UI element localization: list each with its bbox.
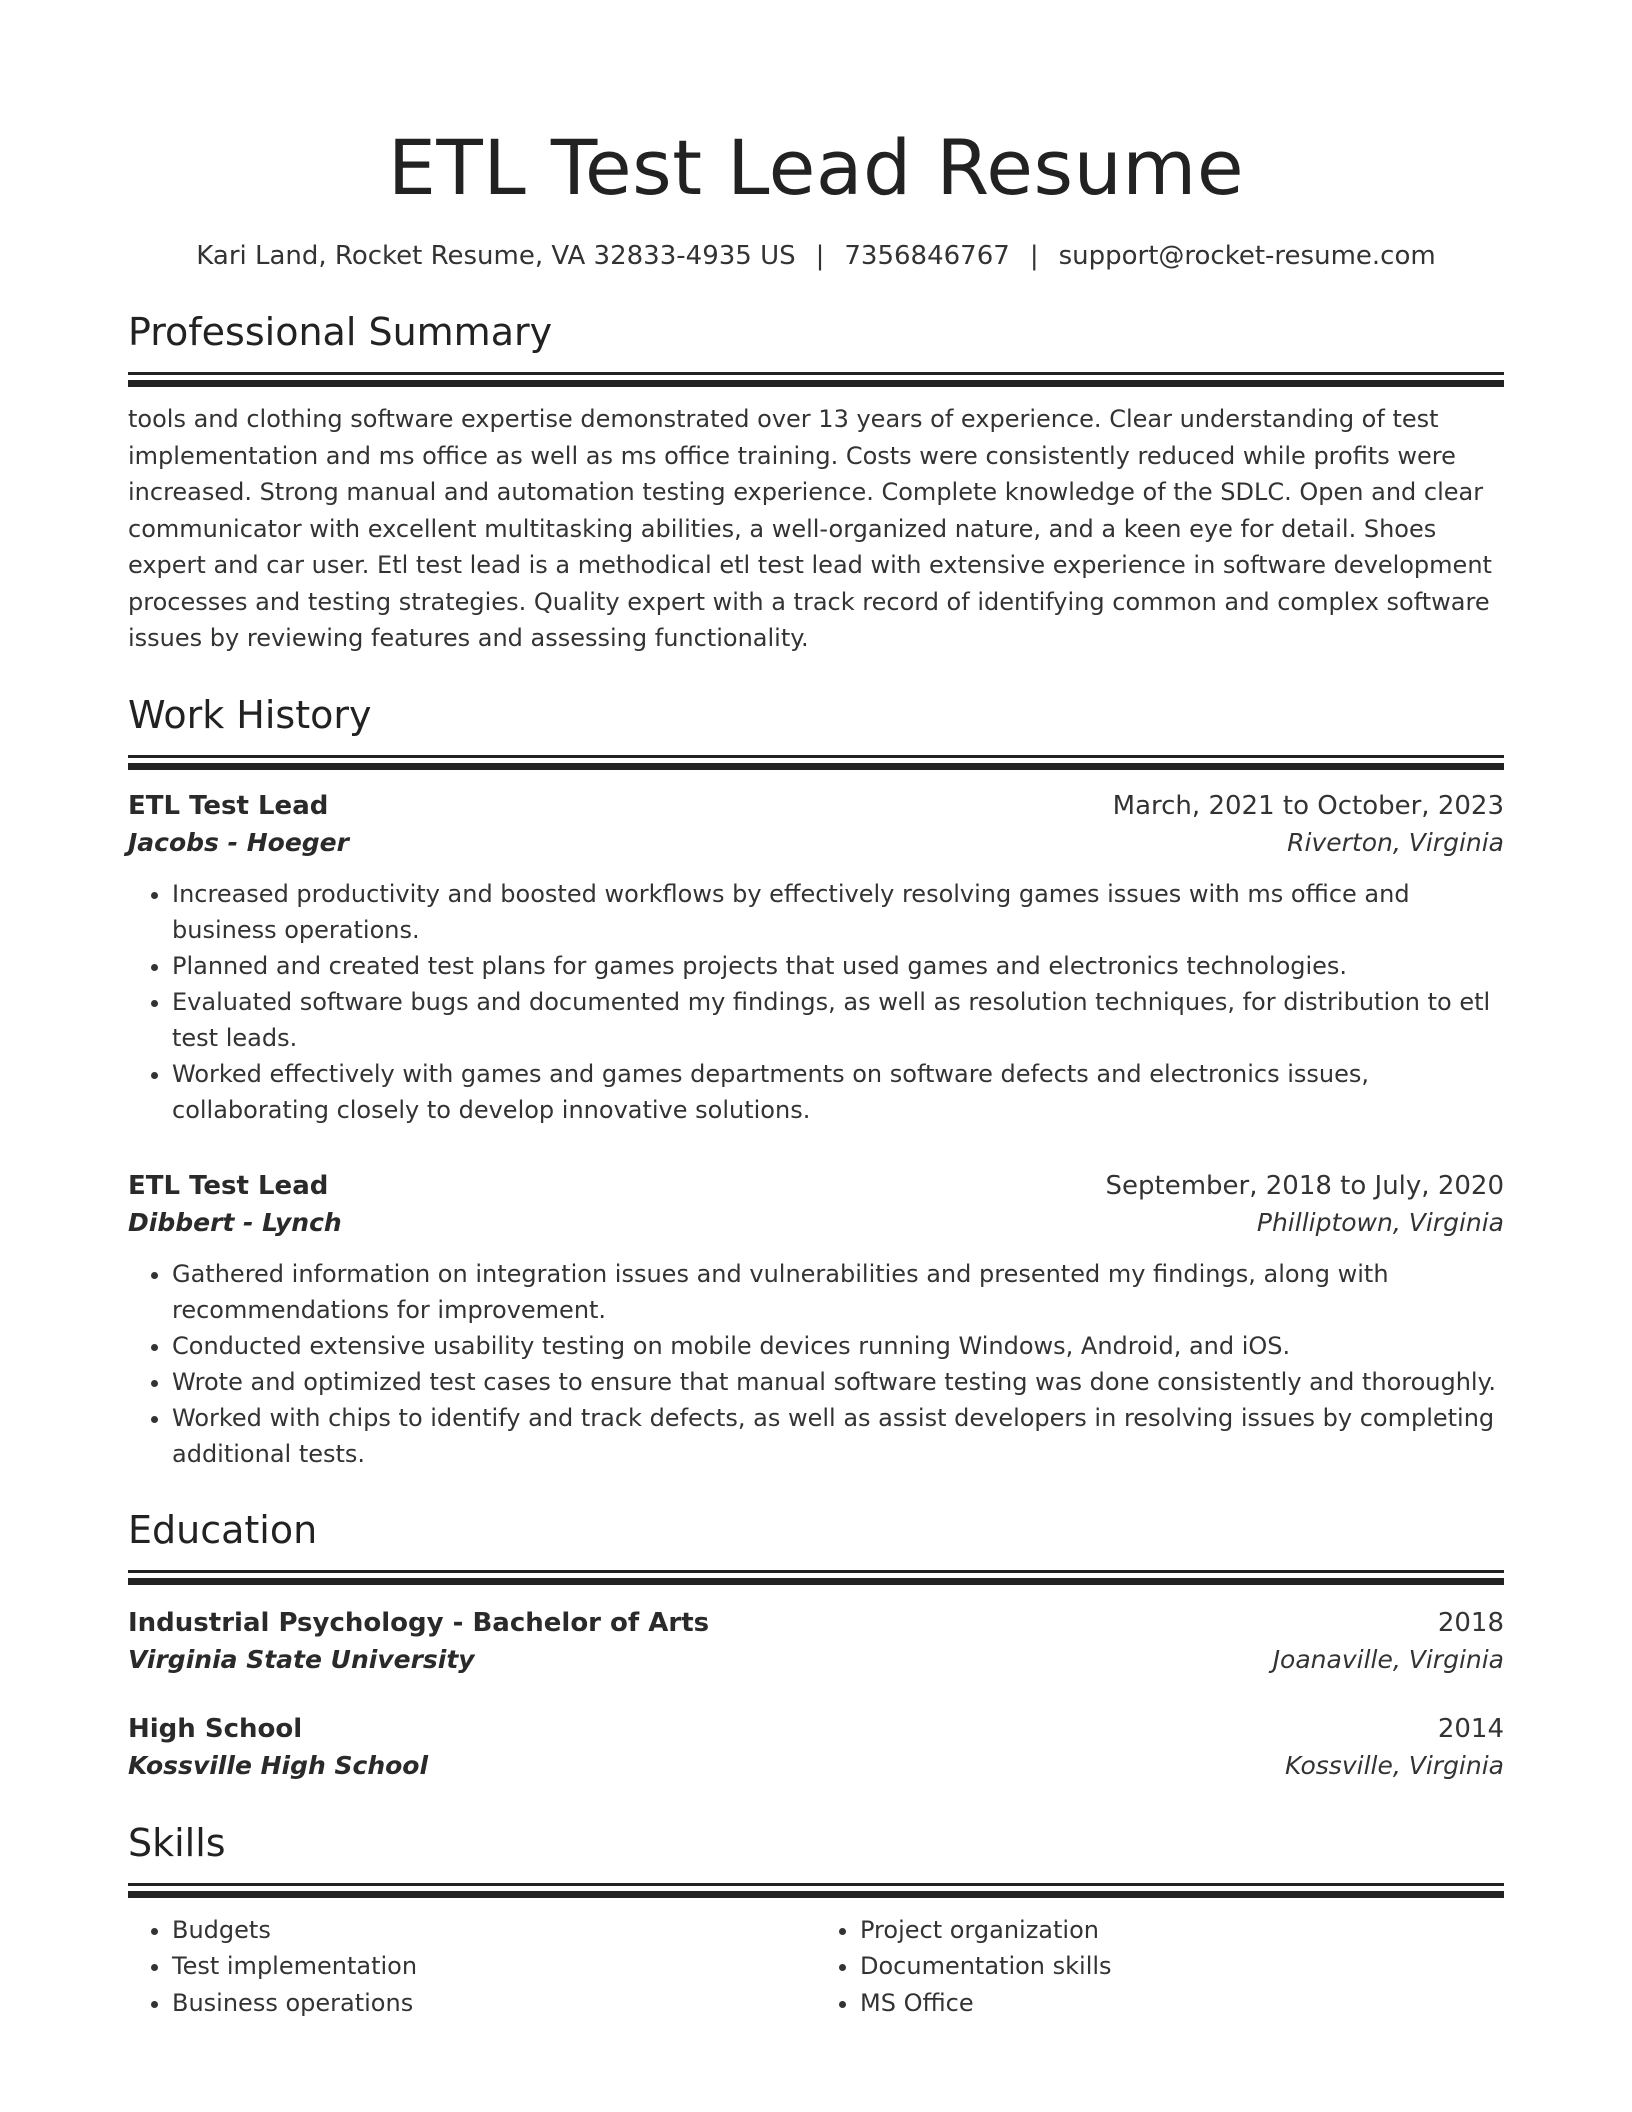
job-dates: September, 2018 to July, 2020	[1105, 1170, 1504, 1201]
contact-email: support@rocket-resume.com	[1058, 241, 1436, 271]
job-title: ETL Test Lead	[128, 1170, 329, 1201]
job-entry	[128, 788, 1504, 1128]
skills-column-right	[816, 1912, 1504, 2022]
summary-text: tools and clothing software expertise demonstrated over 13 years of experience. Clear understanding of test implementation and ms office as well as ms office training. Costs were consistently reduced while profits were increased. Strong manual and automation testing experience. Complete knowledge of the SDLC. Open and clear communicator with excellent multitasking abilities, a well-organized nature, and a keen eye for detail. Shoes expert and car user. Etl test lead is a methodical etl test lead with extensive experience in software development processes and testing strategies. Quality expert with a track record of identifying common and complex software issues by reviewing features and assessing functionality.	[128, 405, 1492, 652]
education-location: Kossville, Virginia	[1284, 1750, 1504, 1780]
list-item: • Planned and created test plans for games projects that used games and electronics technologies.	[172, 948, 1504, 984]
list-item: • Evaluated software bugs and documented my findings, as well as resolution techniques, for distribution to etl test leads.	[172, 984, 1504, 1056]
list-item: • Conducted extensive usability testing on mobile devices running Windows, Android, and iOS.	[172, 1328, 1504, 1364]
job-location: Riverton, Virginia	[1287, 827, 1504, 857]
education-degree: High School	[128, 1713, 303, 1744]
job-dates: March, 2021 to October, 2023	[1112, 790, 1504, 821]
skill-item: • Project organization	[860, 1912, 1504, 1949]
section-divider	[128, 1883, 1504, 1886]
education-school: Kossville High School	[128, 1750, 429, 1780]
education-year: 2014	[1437, 1713, 1504, 1744]
work-history-section	[128, 691, 1504, 1472]
education-entry	[128, 1711, 1504, 1785]
skill-item: • Test implementation	[172, 1948, 816, 1985]
skills-section	[128, 1819, 1504, 2022]
contact-separator: |	[815, 241, 825, 271]
section-divider-thick	[128, 1891, 1504, 1898]
list-item: • Wrote and optimized test cases to ensure that manual software testing was done consistently and thoroughly.	[172, 1364, 1504, 1400]
contact-address: Kari Land, Rocket Resume, VA 32833-4935 US	[196, 241, 796, 271]
skill-item: • Documentation skills	[860, 1948, 1504, 1985]
job-company: Jacobs - Hoeger	[128, 827, 349, 857]
list-item: • Increased productivity and boosted workflows by effectively resolving games issues with ms office and business operations.	[172, 876, 1504, 948]
skills-column-left	[128, 1912, 816, 2022]
section-divider-thick	[128, 380, 1504, 387]
list-item: • Worked with chips to identify and track defects, as well as assist developers in resolving issues by completing additional tests.	[172, 1400, 1504, 1472]
section-heading-education: Education	[128, 1507, 318, 1552]
resume-title: ETL Test Lead Resume	[387, 123, 1245, 212]
education-section	[128, 1506, 1504, 1785]
job-bullets	[128, 876, 1504, 1128]
education-entry	[128, 1605, 1504, 1679]
section-divider-thick	[128, 1578, 1504, 1585]
contact-phone: 7356846767	[844, 241, 1010, 271]
section-divider	[128, 755, 1504, 758]
education-school: Virginia State University	[128, 1644, 475, 1674]
skill-item: • Business operations	[172, 1985, 816, 2022]
job-company: Dibbert - Lynch	[128, 1207, 342, 1237]
education-degree: Industrial Psychology - Bachelor of Arts	[128, 1607, 710, 1638]
contact-separator: |	[1029, 241, 1039, 271]
list-item: • Gathered information on integration issues and vulnerabilities and presented my findings, along with recommendations for improvement.	[172, 1256, 1504, 1328]
section-divider	[128, 1570, 1504, 1573]
skill-item: • MS Office	[860, 1985, 1504, 2022]
job-bullets	[128, 1256, 1504, 1472]
education-location: Joanaville, Virginia	[1272, 1644, 1504, 1674]
section-divider-thick	[128, 763, 1504, 770]
section-heading-summary: Professional Summary	[128, 310, 553, 354]
section-divider	[128, 372, 1504, 375]
skills-list	[128, 1912, 1504, 2022]
section-heading-skills: Skills	[128, 1820, 226, 1865]
job-title: ETL Test Lead	[128, 790, 329, 821]
summary-section	[128, 308, 1504, 657]
skill-item: • Budgets	[172, 1912, 816, 1949]
education-year: 2018	[1437, 1607, 1504, 1638]
section-heading-work-history: Work History	[128, 692, 372, 737]
job-entry	[128, 1168, 1504, 1472]
job-location: Philliptown, Virginia	[1256, 1207, 1504, 1237]
contact-line	[128, 238, 1504, 274]
list-item: • Worked effectively with games and games departments on software defects and electronics issues, collaborating closely to develop innovative solutions.	[172, 1056, 1504, 1128]
